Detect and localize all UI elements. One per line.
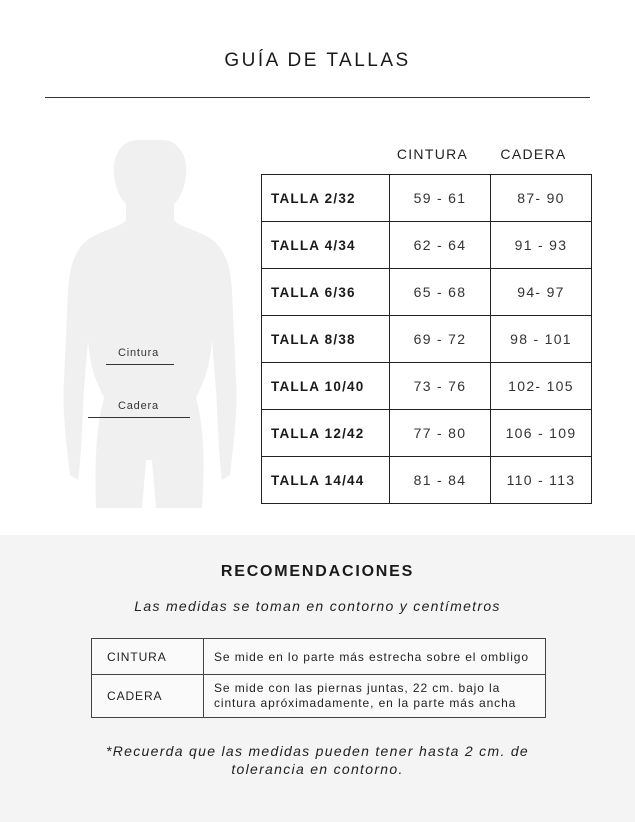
hip-cell: 91 - 93 [491,222,592,269]
measure-key-cell: CINTURA [92,639,204,675]
table-row [262,457,592,504]
waist-label: Cintura [118,347,160,359]
recommendations-subtitle: Las medidas se toman en contorno y centímetros [134,598,501,614]
page-title: GUÍA DE TALLAS [224,50,411,71]
waist-cell: 59 - 61 [390,175,491,222]
recommendations-title: RECOMENDACIONES [220,563,415,580]
table-row [262,410,592,457]
measure-instructions-cell: Se mide en lo parte más estrecha sobre el ombligo [204,639,546,675]
hip-cell: 98 - 101 [491,316,592,363]
hip-line [88,417,190,418]
size-chart-table [261,174,592,504]
hip-cell: 87- 90 [491,175,592,222]
waist-cell: 81 - 84 [390,457,491,504]
size-cell: TALLA 10/40 [262,363,390,410]
size-cell: TALLA 8/38 [262,316,390,363]
size-cell: TALLA 14/44 [262,457,390,504]
table-row [262,175,592,222]
table-row [262,269,592,316]
waist-cell: 69 - 72 [390,316,491,363]
size-cell: TALLA 2/32 [262,175,390,222]
waist-cell: 65 - 68 [390,269,491,316]
size-cell: TALLA 6/36 [262,269,390,316]
title-divider [45,97,590,98]
measure-instructions-cell [204,675,546,718]
waist-cell: 62 - 64 [390,222,491,269]
size-cell: TALLA 4/34 [262,222,390,269]
tolerance-note [80,742,555,778]
hip-cell: 102- 105 [491,363,592,410]
size-cell: TALLA 12/42 [262,410,390,457]
hip-label: Cadera [118,400,159,412]
table-row [92,675,546,718]
note-line: *Recuerda que las medidas pueden tener hasta 2 cm. de [105,743,529,759]
column-header-cadera: CADERA [500,146,567,162]
table-row [262,316,592,363]
column-header-cintura: CINTURA [396,146,469,162]
table-row [262,363,592,410]
waist-cell: 73 - 76 [390,363,491,410]
recommendations-panel [0,535,635,822]
table-row [92,639,546,675]
instructions-line: Se mide con las piernas juntas, 22 cm. bajo la [214,681,501,695]
instructions-line: cintura apróximadamente, en la parte más ancha [214,696,517,710]
waist-cell: 77 - 80 [390,410,491,457]
table-row [262,222,592,269]
note-line: tolerancia en contorno. [231,761,404,777]
recommendations-table [91,638,546,718]
hip-cell: 94- 97 [491,269,592,316]
body-silhouette-figure [60,130,240,510]
hip-cell: 110 - 113 [491,457,592,504]
measure-key-cell: CADERA [92,675,204,718]
waist-line [106,364,174,365]
hip-cell: 106 - 109 [491,410,592,457]
silhouette-shape [63,140,236,508]
